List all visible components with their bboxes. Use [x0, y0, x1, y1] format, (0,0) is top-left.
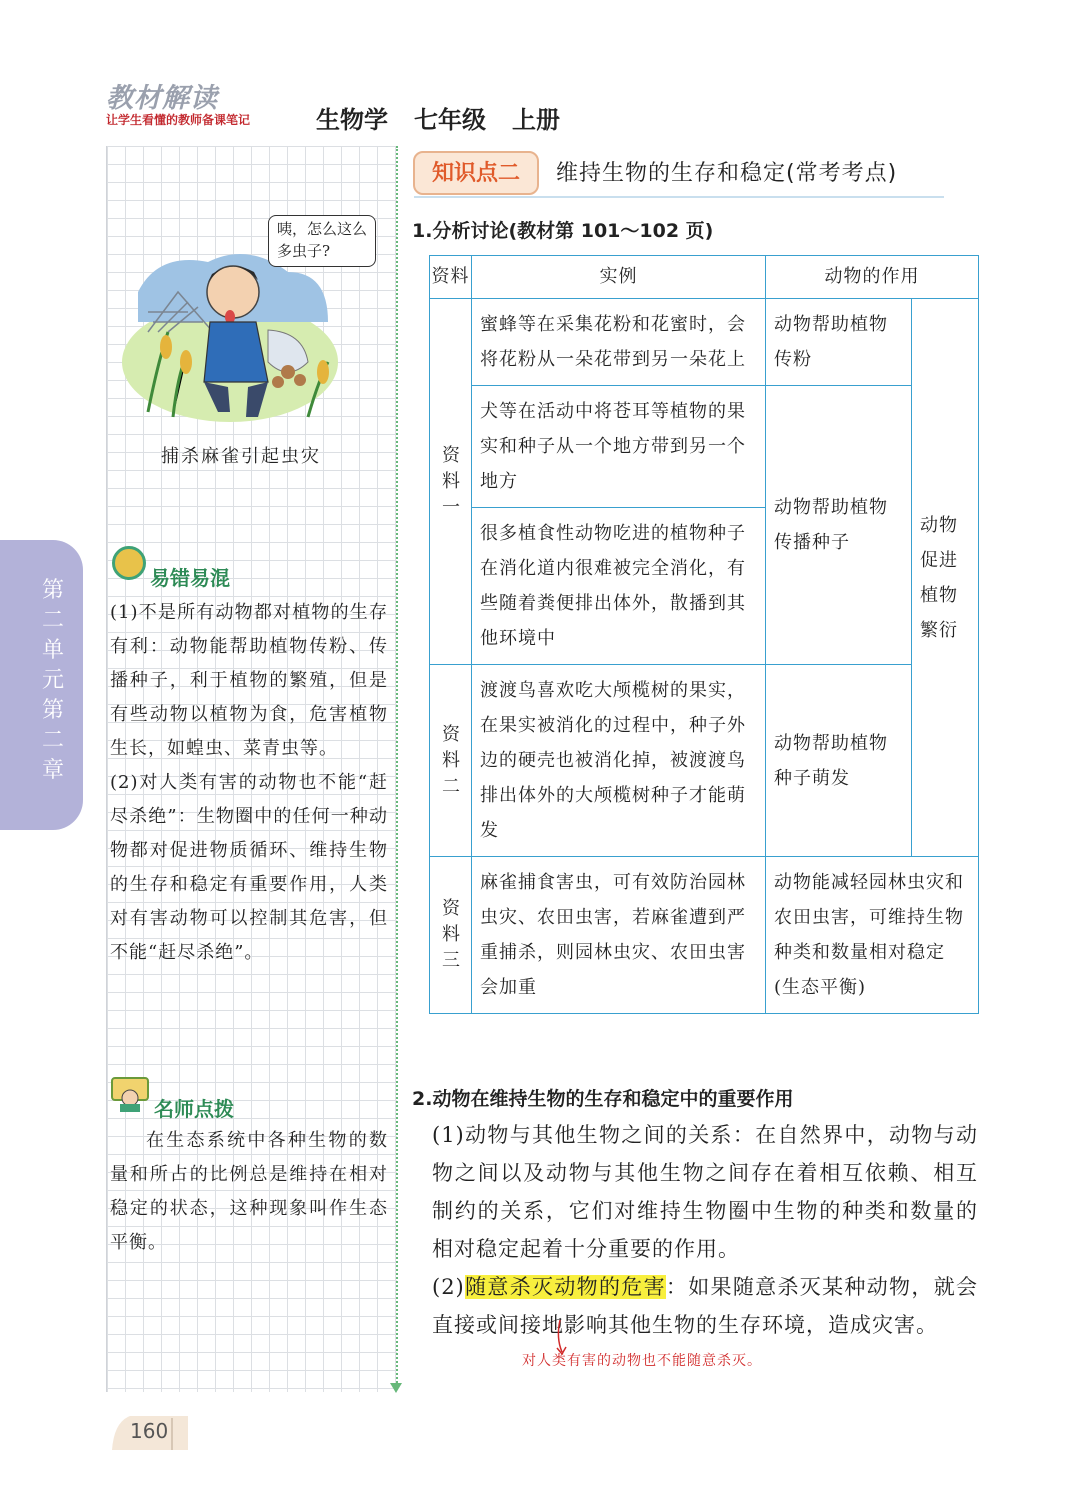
- source-label: 资料三: [430, 857, 472, 1014]
- example-cell: 渡渡鸟喜欢吃大颅榄树的果实，在果实被消化的过程中，种子外边的硬壳也被消化掉，被渡渡鸟排出体外的大颅榄树种子才能萌发: [472, 665, 766, 857]
- title-underline: [414, 196, 944, 198]
- book-title: [316, 100, 586, 135]
- table-header-row: [430, 256, 979, 299]
- source-label: 资料二: [430, 665, 472, 857]
- role-cell: 动物帮助植物传播种子: [766, 386, 912, 665]
- analysis-table: [429, 255, 979, 1014]
- book-grade: 七年级: [414, 105, 486, 134]
- table-header-cell: 资料: [430, 256, 472, 299]
- mistakes-heading: 易错易混: [150, 566, 230, 590]
- paragraph-number: (2): [432, 1275, 465, 1299]
- example-cell: 蜜蜂等在采集花粉和花蜜时，会将花粉从一朵花带到另一朵花上: [472, 299, 766, 386]
- table-row: [430, 299, 979, 386]
- role-cell: 动物帮助植物传粉: [766, 299, 912, 386]
- book-volume: 上册: [512, 105, 560, 134]
- table-header-cell: 实例: [472, 256, 766, 299]
- table-row: [430, 857, 979, 1014]
- divider-arrow-icon: [390, 1383, 402, 1393]
- section-1-heading: 1.分析讨论(教材第 101～102 页): [412, 220, 714, 242]
- mistakes-point-1: (1)不是所有动物都对植物的生存有利：动物能帮助植物传粉、传播种子，利于植物的繁殖，但是有些动物以植物为食，危害植物生长，如蝗虫、菜青虫等。: [110, 602, 388, 759]
- speech-bubble: 咦，怎么这么多虫子?: [268, 215, 376, 267]
- book-subject: 生物学: [316, 105, 388, 134]
- tips-heading: 名师点拨: [154, 1097, 234, 1121]
- page-number: 160: [130, 1419, 169, 1443]
- overall-role-cell: 动物促进植物繁衍: [912, 299, 979, 857]
- example-cell: 犬等在活动中将苍耳等植物的果实和种子从一个地方带到另一个地方: [472, 386, 766, 508]
- tips-text: 在生态系统中各种生物的数量和所占的比例总是维持在相对稳定的状态，这种现象叫作生态平衡。: [110, 1130, 388, 1253]
- page-number-tab: [108, 1414, 190, 1452]
- paragraph-body: ：如果随意杀灭某种动物，就会直接或间接地影响其他生物的生存环境，造成灾害。: [432, 1275, 979, 1337]
- column-divider: [396, 146, 398, 1386]
- handwritten-note: 对人类有害的动物也不能随意杀灭。: [522, 1353, 762, 1369]
- warning-swirl-icon: [112, 546, 146, 580]
- role-cell: 动物能减轻园林虫灾和农田虫害，可维持生物种类和数量相对稳定(生态平衡): [766, 857, 979, 1014]
- chapter-tab-label: 第二单元 第二章: [41, 578, 64, 783]
- example-cell: 很多植食性动物吃进的植物种子在消化道内很难被完全消化，有些随着粪便排出体外，散播到其他环境中: [472, 508, 766, 665]
- knowledge-point-badge: 知识点二: [413, 151, 539, 195]
- table-row: [430, 665, 979, 857]
- example-cell: 麻雀捕食害虫，可有效防治园林虫灾、农田虫害，若麻雀遭到严重捕杀，则园林虫灾、农田虫害会加重: [472, 857, 766, 1014]
- role-cell: 动物帮助植物种子萌发: [766, 665, 912, 857]
- section-2-paragraph-2: [432, 1268, 978, 1344]
- teacher-icon: [110, 1076, 150, 1112]
- brand-logo: 教材解读: [106, 83, 218, 114]
- table-row: [430, 386, 979, 508]
- illustration-caption: 捕杀麻雀引起虫灾: [161, 446, 321, 467]
- mistakes-point-2: (2)对人类有害的动物也不能“赶尽杀绝”：生物圈中的任何一种动物都对促进物质循环、维持生物的生存和稳定有重要作用，人类对有害动物可以控制其危害，但不能“赶尽杀绝”。: [110, 772, 388, 963]
- knowledge-point-title: 维持生物的生存和稳定(常考考点): [556, 161, 898, 186]
- highlighted-term: 随意杀灭动物的危害: [464, 1275, 666, 1299]
- section-2-paragraph-1: (1)动物与其他生物之间的关系：在自然界中，动物与动物之间以及动物与其他生物之间存在着相互依赖、相互制约的关系，它们对维持生物圈中生物的种类和数量的相对稳定起着十分重要的作用。: [432, 1123, 978, 1261]
- source-label: 资料一: [430, 299, 472, 665]
- brand-subtitle: 让学生看懂的教师备课笔记: [106, 113, 251, 127]
- table-header-cell: 动物的作用: [766, 256, 979, 299]
- section-2-heading: 2.动物在维持生物的生存和稳定中的重要作用: [412, 1088, 794, 1110]
- mistakes-text: [110, 596, 388, 970]
